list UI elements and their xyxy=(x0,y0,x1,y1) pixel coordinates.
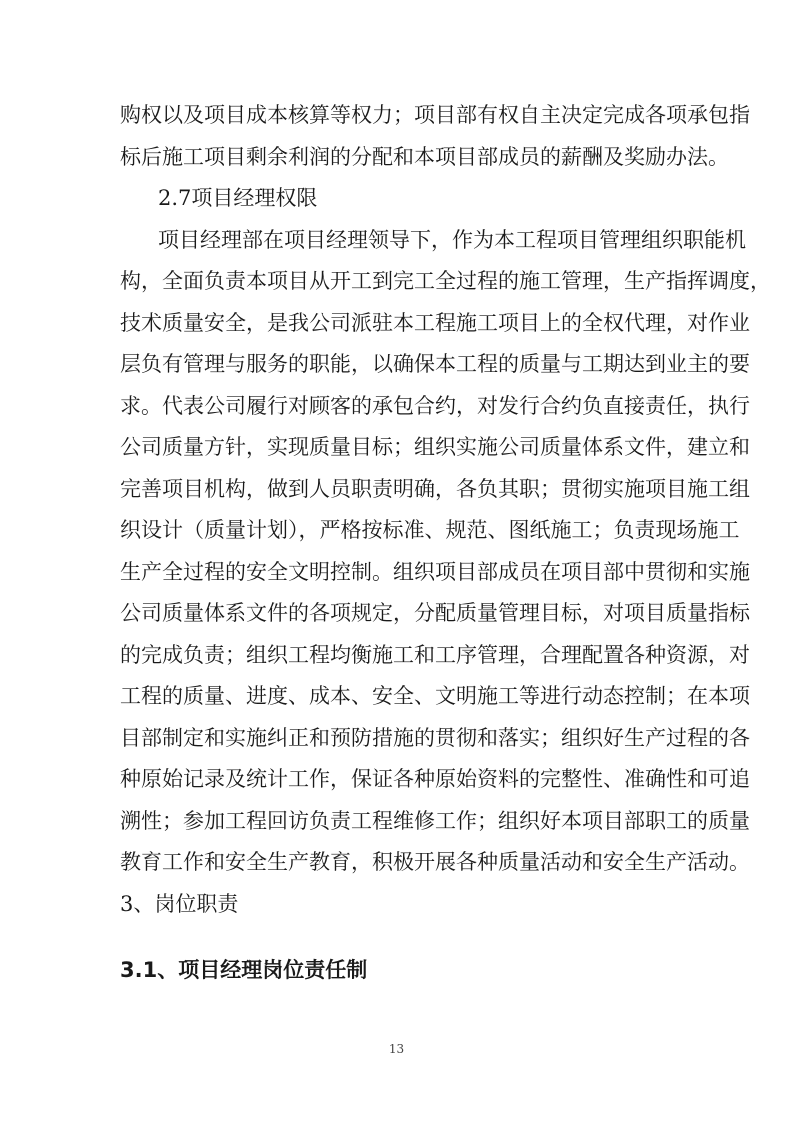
text-line: 织设计（质量计划），严格按标准、规范、图纸施工；负责现场施工 xyxy=(120,518,740,542)
text-line: 技术质量安全，是我公司派驻本工程施工项目上的全权代理，对作业 xyxy=(120,311,750,335)
text-line: 项目经理部在项目经理领导下，作为本工程项目管理组织职能机 xyxy=(158,228,746,252)
text-line: 完善项目机构，做到人员职责明确，各负其职；贯彻实施项目施工组 xyxy=(120,477,750,501)
text-line: 种原始记录及统计工作，保证各种原始资料的完整性、准确性和可追 xyxy=(120,767,750,791)
section-3-heading: 3、岗位职责 xyxy=(120,892,239,916)
text-line: 求。代表公司履行对顾客的承包合约，对发行合约负直接责任，执行 xyxy=(120,394,750,418)
text-line: 目部制定和实施纠正和预防措施的贯彻和落实；组织好生产过程的各 xyxy=(120,726,750,750)
text-line: 生产全过程的安全文明控制。组织项目部成员在项目部中贯彻和实施 xyxy=(120,560,750,584)
text-line: 教育工作和安全生产教育，积极开展各种质量活动和安全生产活动。 xyxy=(120,850,750,874)
section-2-7-heading: 2.7项目经理权限 xyxy=(158,186,318,210)
page-number: 13 xyxy=(388,1042,405,1056)
section-3-1-heading: 3.1、项目经理岗位责任制 xyxy=(120,958,368,982)
text-line: 标后施工项目剩余利润的分配和本项目部成员的薪酬及奖励办法。 xyxy=(120,145,729,169)
text-line: 购权以及项目成本核算等权力；项目部有权自主决定完成各项承包指 xyxy=(120,103,750,127)
text-line: 构，全面负责本项目从开工到完工全过程的施工管理，生产指挥调度， xyxy=(120,269,771,293)
text-line: 的完成负责；组织工程均衡施工和工序管理，合理配置各种资源，对 xyxy=(120,643,750,667)
text-line: 公司质量方针，实现质量目标；组织实施公司质量体系文件，建立和 xyxy=(120,435,750,459)
text-line: 层负有管理与服务的职能，以确保本工程的质量与工期达到业主的要 xyxy=(120,352,750,376)
text-line: 公司质量体系文件的各项规定，分配质量管理目标，对项目质量指标 xyxy=(120,601,750,625)
text-line: 溯性；参加工程回访负责工程维修工作；组织好本项目部职工的质量 xyxy=(120,809,750,833)
text-line: 工程的质量、进度、成本、安全、文明施工等进行动态控制；在本项 xyxy=(120,684,750,708)
